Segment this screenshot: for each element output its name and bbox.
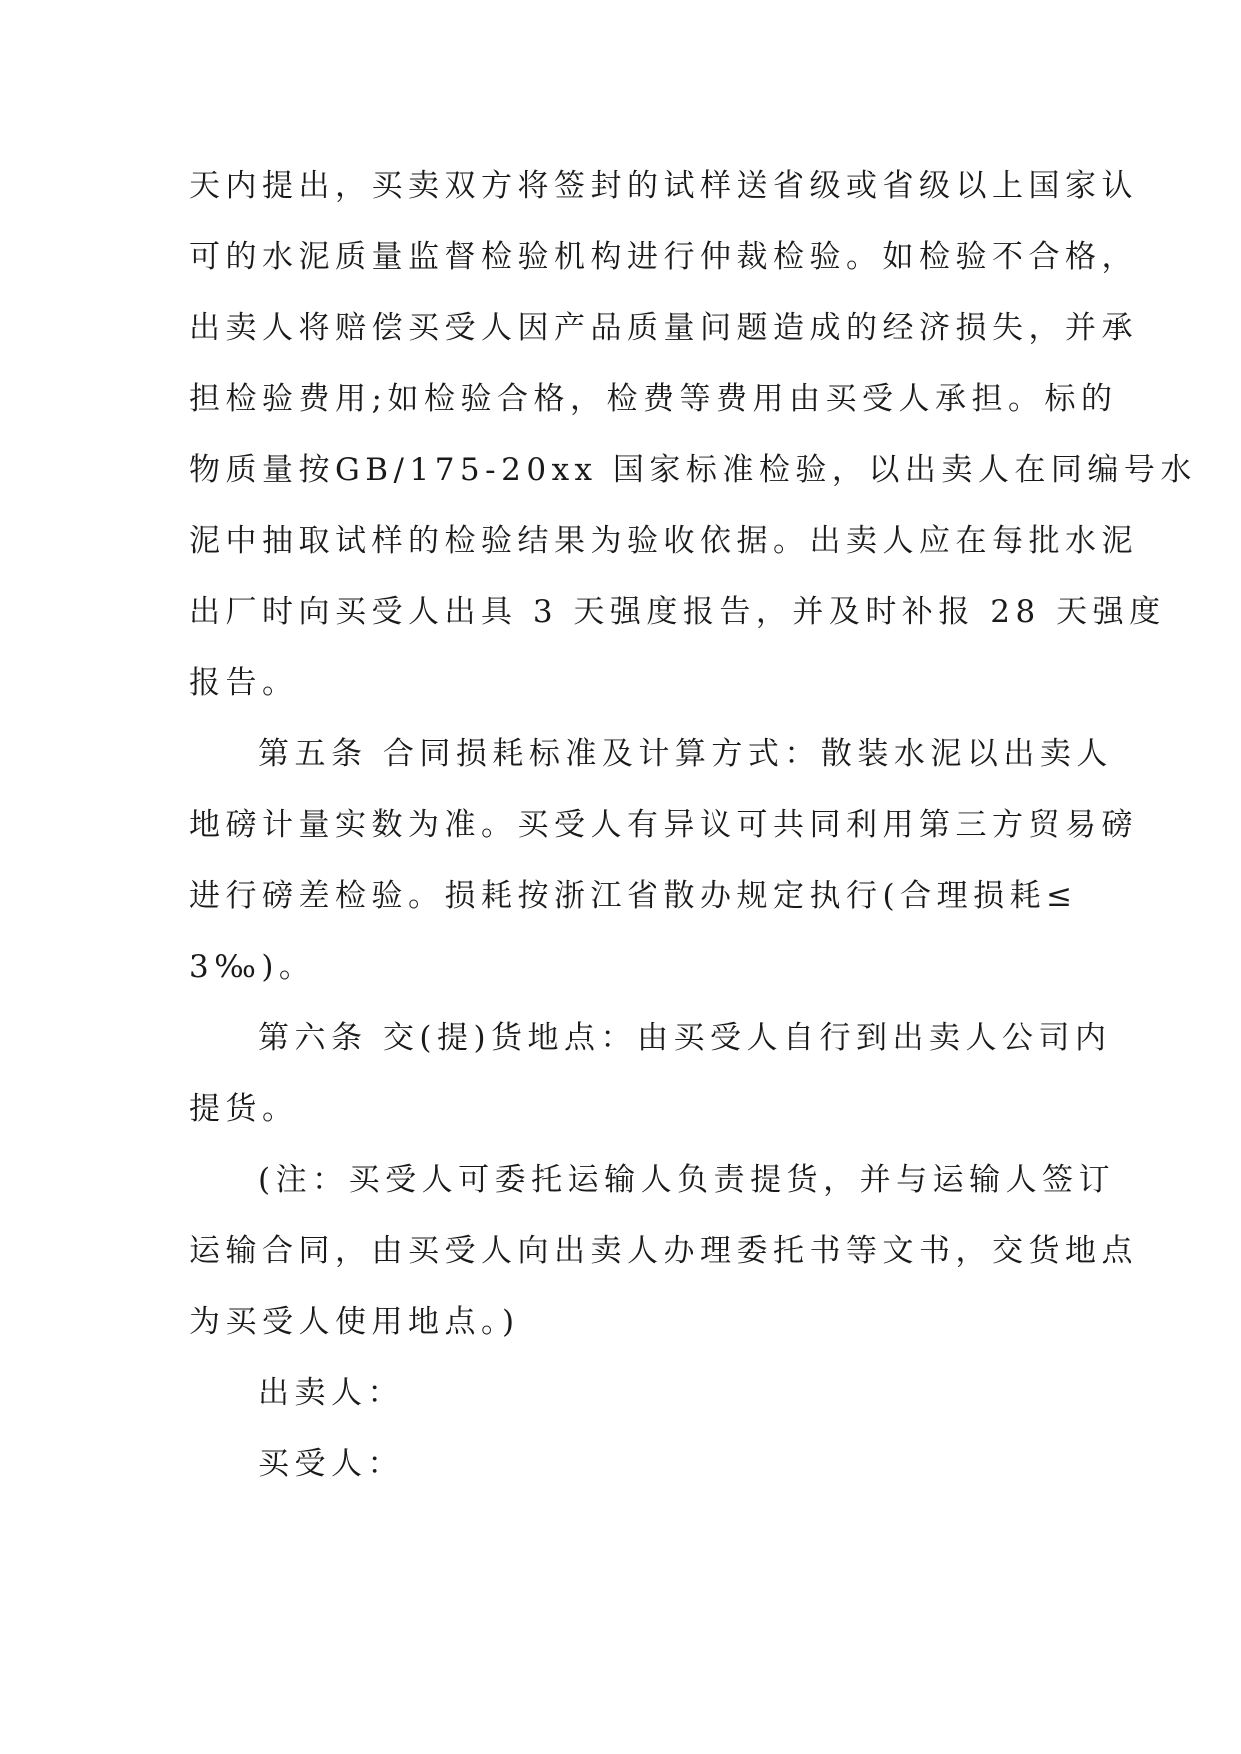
text-line: 出卖人将赔偿买受人因产品质量问题造成的经济损失，并承 [189, 310, 1138, 346]
text-line: 进行磅差检验。损耗按浙江省散办规定执行(合理损耗≤ [189, 878, 1078, 914]
buyer-signature-label: 买受人： [258, 1446, 404, 1482]
text-line: 报告。 [189, 665, 299, 701]
text-line: 泥中抽取试样的检验结果为验收依据。出卖人应在每批水泥 [189, 523, 1138, 559]
text-line: 提货。 [189, 1091, 299, 1127]
article-five-heading-line: 第五条 合同损耗标准及计算方式：散装水泥以出卖人 [258, 736, 1113, 772]
text-line: 3‰)。 [189, 949, 316, 985]
text-line: 运输合同，由买受人向出卖人办理委托书等文书，交货地点 [189, 1233, 1138, 1269]
text-line: 担检验费用;如检验合格，检费等费用由买受人承担。标的 [189, 381, 1118, 417]
note-line: (注：买受人可委托运输人负责提货，并与运输人签订 [258, 1162, 1116, 1198]
text-line: 地磅计量实数为准。买受人有异议可共同利用第三方贸易磅 [189, 807, 1138, 843]
article-six-heading-line: 第六条 交(提)货地点：由买受人自行到出卖人公司内 [258, 1020, 1112, 1056]
document-body [189, 164, 1197, 1513]
text-line: 为买受人使用地点。) [189, 1304, 520, 1340]
text-line: 可的水泥质量监督检验机构进行仲裁检验。如检验不合格， [189, 239, 1138, 275]
text-line: 出厂时向买受人出具 3 天强度报告，并及时补报 28 天强度 [189, 594, 1166, 630]
seller-signature-label: 出卖人： [258, 1375, 404, 1411]
text-line: 物质量按GB/175-20xx 国家标准检验，以出卖人在同编号水 [189, 452, 1197, 488]
text-line: 天内提出，买卖双方将签封的试样送省级或省级以上国家认 [189, 168, 1138, 204]
